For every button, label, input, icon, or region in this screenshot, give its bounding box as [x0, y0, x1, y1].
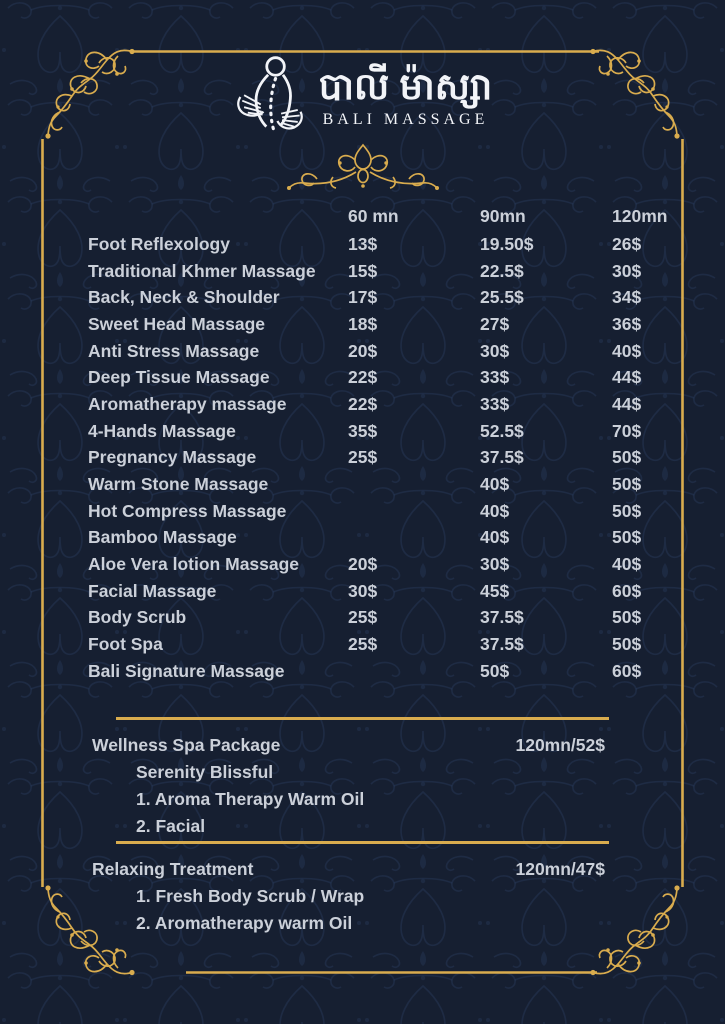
price-90mn: 27$ — [480, 313, 510, 334]
service-name: Aloe Vera lotion Massage — [88, 554, 300, 575]
center-flourish — [0, 142, 725, 192]
table-row — [88, 284, 702, 311]
price-120mn: 50$ — [612, 447, 642, 468]
table-row — [88, 631, 702, 658]
service-name: Deep Tissue Massage — [88, 367, 270, 388]
price-120mn: 34$ — [612, 287, 642, 308]
price-90mn: 37.5$ — [480, 607, 524, 628]
price-table-header — [88, 202, 702, 231]
price-60mn: 17$ — [348, 287, 378, 308]
package-item: 1. Fresh Body Scrub / Wrap — [136, 886, 365, 906]
price-90mn: 52.5$ — [480, 420, 524, 441]
price-120mn: 50$ — [612, 634, 642, 655]
gold-divider — [116, 841, 609, 844]
service-name: Pregnancy Massage — [88, 447, 257, 468]
service-name: Anti Stress Massage — [88, 340, 260, 361]
flourish-divider-icon — [285, 142, 441, 192]
price-90mn: 30$ — [480, 340, 510, 361]
table-row — [88, 231, 702, 258]
package-relaxing-treatment — [92, 856, 605, 936]
table-row — [88, 391, 702, 418]
table-row — [88, 445, 702, 472]
price-60mn: 35$ — [348, 420, 378, 441]
price-90mn: 33$ — [480, 393, 510, 414]
table-row — [88, 498, 702, 525]
brand-logo — [0, 56, 725, 138]
price-60mn: 13$ — [348, 233, 378, 254]
price-90mn: 30$ — [480, 554, 510, 575]
price-120mn: 60$ — [612, 660, 642, 681]
column-header-90mn: 90mn — [480, 206, 526, 226]
table-row — [88, 605, 702, 632]
price-90mn: 40$ — [480, 474, 510, 495]
price-60mn: 18$ — [348, 313, 378, 334]
package-item: 2. Aromatherapy warm Oil — [136, 912, 353, 933]
package-price: 120mn/52$ — [515, 735, 605, 755]
service-name: Bali Signature Massage — [88, 660, 285, 681]
service-name: Back, Neck & Shoulder — [88, 287, 280, 308]
table-row — [88, 551, 702, 578]
price-90mn: 40$ — [480, 500, 510, 521]
table-row — [88, 364, 702, 391]
price-60mn: 22$ — [348, 393, 378, 414]
brand-title-latin: BALI MASSAGE — [322, 111, 489, 128]
price-table — [88, 202, 702, 685]
package-wellness-spa — [92, 732, 605, 839]
table-row — [88, 658, 702, 685]
service-name: Sweet Head Massage — [88, 313, 266, 334]
price-60mn: 22$ — [348, 367, 378, 388]
gold-divider — [116, 717, 609, 720]
table-row — [88, 578, 702, 605]
service-name: Bamboo Massage — [88, 527, 237, 548]
table-row — [88, 525, 702, 552]
table-row — [88, 418, 702, 445]
price-120mn: 44$ — [612, 393, 642, 414]
price-90mn: 25.5$ — [480, 287, 524, 308]
package-item: 2. Facial — [136, 815, 206, 836]
price-120mn: 60$ — [612, 580, 642, 601]
service-name: Warm Stone Massage — [88, 474, 269, 495]
service-name: Foot Spa — [88, 634, 163, 655]
price-90mn: 40$ — [480, 527, 510, 548]
service-name: Hot Compress Massage — [88, 500, 287, 521]
price-120mn: 50$ — [612, 474, 642, 495]
table-row — [88, 311, 702, 338]
table-row — [88, 258, 702, 285]
column-header-60mn: 60 mn — [348, 206, 399, 226]
price-120mn: 36$ — [612, 313, 642, 334]
price-60mn: 25$ — [348, 447, 378, 468]
package-title: Wellness Spa Package — [92, 735, 281, 755]
service-name: Aromatherapy massage — [88, 393, 287, 414]
price-90mn: 22.5$ — [480, 260, 524, 281]
price-90mn: 19.50$ — [480, 233, 534, 254]
massage-figure-icon — [233, 56, 307, 138]
table-row — [88, 338, 702, 365]
price-60mn: 25$ — [348, 634, 378, 655]
price-60mn: 15$ — [348, 260, 378, 281]
service-name: Traditional Khmer Massage — [88, 260, 316, 281]
price-60mn: 20$ — [348, 340, 378, 361]
package-subtitle: Serenity Blissful — [136, 762, 274, 782]
package-title: Relaxing Treatment — [92, 859, 254, 879]
price-120mn: 44$ — [612, 367, 642, 388]
price-120mn: 50$ — [612, 500, 642, 521]
service-name: 4-Hands Massage — [88, 420, 236, 441]
column-header-120mn: 120mn — [612, 206, 668, 226]
package-price: 120mn/47$ — [515, 859, 605, 879]
price-120mn: 40$ — [612, 554, 642, 575]
service-name: Body Scrub — [88, 607, 187, 628]
price-120mn: 40$ — [612, 340, 642, 361]
service-name: Facial Massage — [88, 580, 217, 601]
price-120mn: 50$ — [612, 527, 642, 548]
package-item: 1. Aroma Therapy Warm Oil — [136, 789, 365, 809]
price-90mn: 50$ — [480, 660, 510, 681]
price-120mn: 26$ — [612, 233, 642, 254]
price-90mn: 45$ — [480, 580, 510, 601]
price-120mn: 30$ — [612, 260, 642, 281]
brand-title-khmer: បាលី ម៉ាស្សា — [318, 66, 493, 107]
price-90mn: 37.5$ — [480, 447, 524, 468]
service-name: Foot Reflexology — [88, 233, 230, 254]
price-90mn: 37.5$ — [480, 634, 524, 655]
price-60mn: 25$ — [348, 607, 378, 628]
price-60mn: 30$ — [348, 580, 378, 601]
price-90mn: 33$ — [480, 367, 510, 388]
price-120mn: 50$ — [612, 607, 642, 628]
price-120mn: 70$ — [612, 420, 642, 441]
price-60mn: 20$ — [348, 554, 378, 575]
table-row — [88, 471, 702, 498]
